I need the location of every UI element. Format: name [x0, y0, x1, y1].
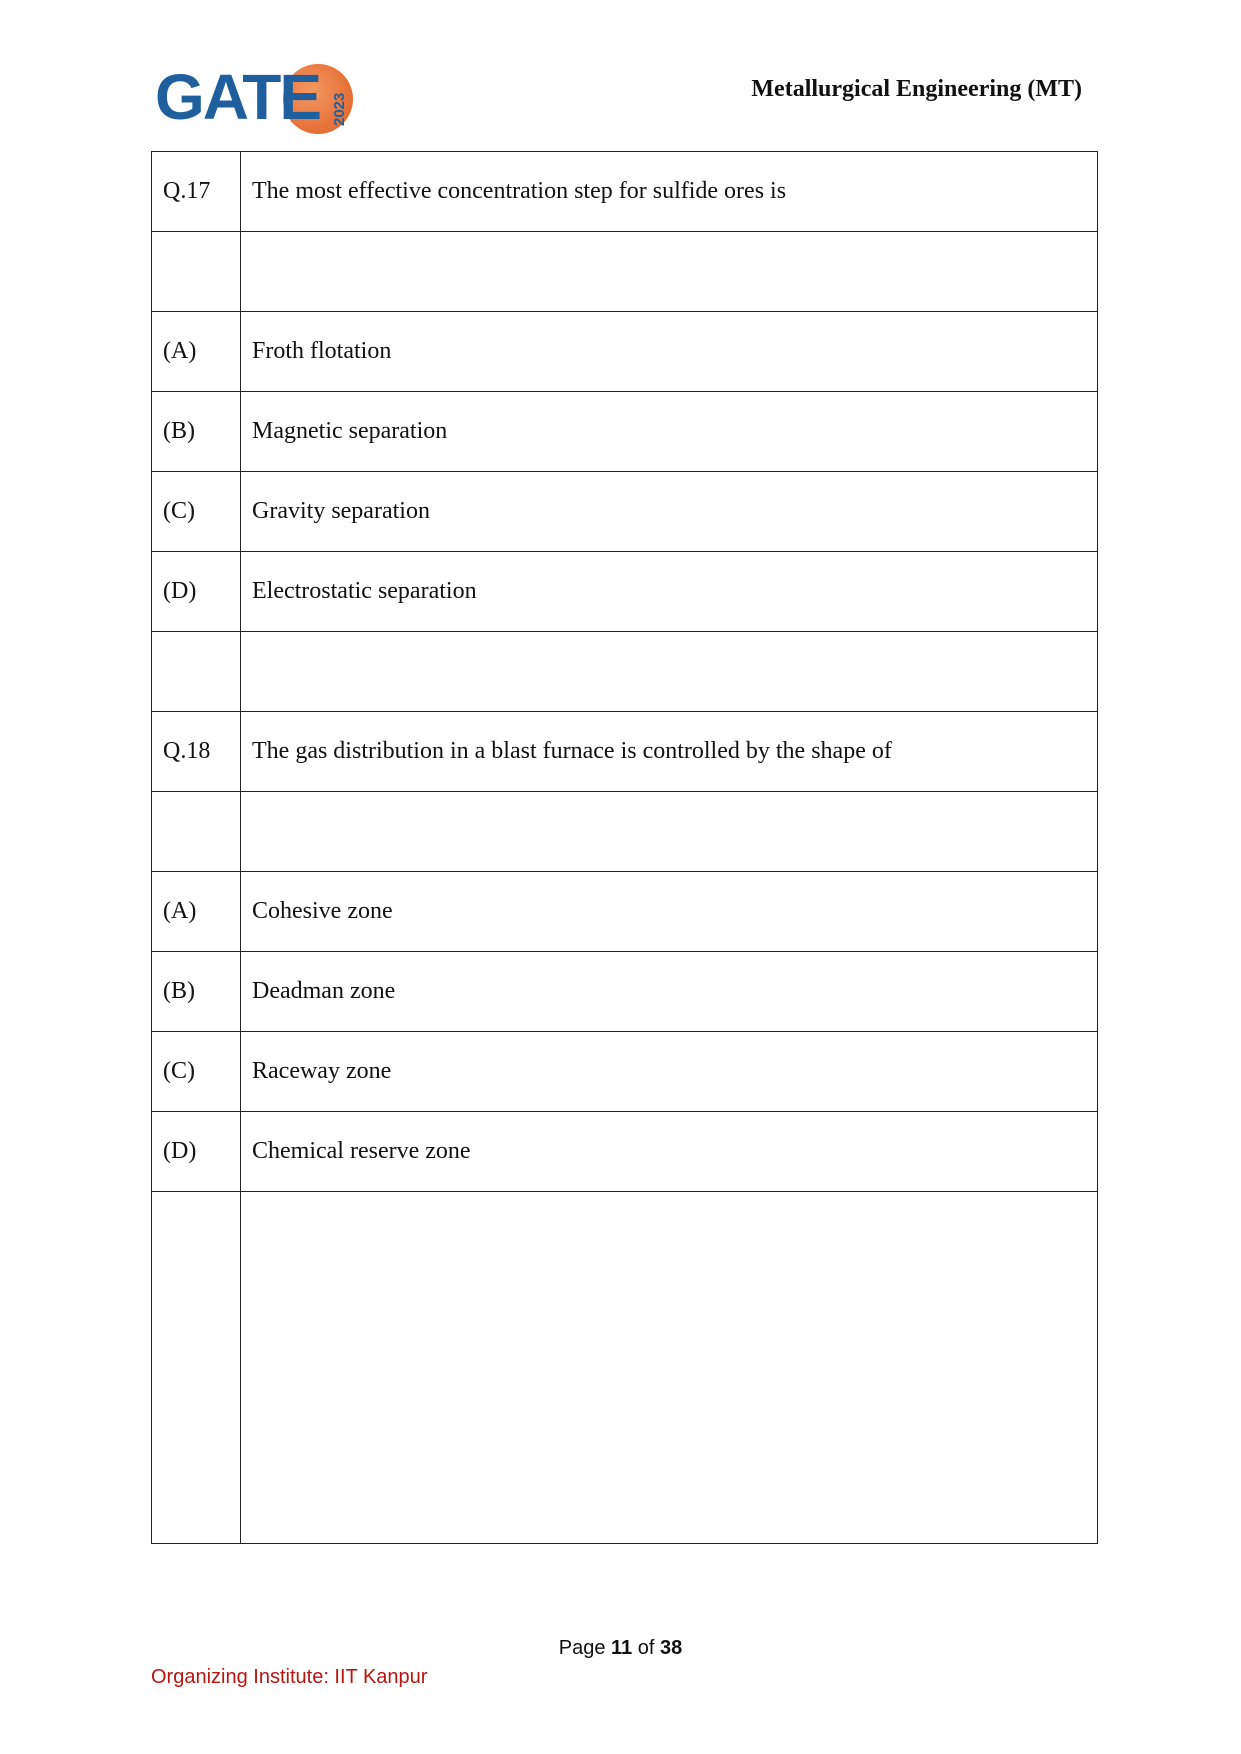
logo-text: GATE [155, 61, 321, 133]
option-row [152, 312, 1098, 392]
option-label: (C) [152, 1032, 241, 1112]
organizing-institute: Organizing Institute: IIT Kanpur [151, 1666, 428, 1688]
option-text: Chemical reserve zone [241, 1112, 1098, 1192]
question-number: Q.18 [152, 712, 241, 792]
option-row [152, 1032, 1098, 1112]
option-text: Raceway zone [241, 1032, 1098, 1112]
option-label: (C) [152, 472, 241, 552]
spacer-row [152, 232, 1098, 312]
option-label: (A) [152, 872, 241, 952]
option-label: (A) [152, 312, 241, 392]
option-label: (D) [152, 552, 241, 632]
option-label: (B) [152, 952, 241, 1032]
question-table [151, 151, 1098, 1544]
option-text: Gravity separation [241, 472, 1098, 552]
option-text: Froth flotation [241, 312, 1098, 392]
spacer-row [152, 792, 1098, 872]
option-row [152, 872, 1098, 952]
question-row [152, 152, 1098, 232]
page-number: Page 11 of 38 [558, 1637, 683, 1659]
gate-logo [155, 58, 355, 140]
blank-row [152, 1192, 1098, 1544]
question-text: The most effective concentration step for sulfide ores is [241, 152, 1098, 232]
spacer-row [152, 632, 1098, 712]
option-row [152, 552, 1098, 632]
subject-title: Metallurgical Engineering (MT) [751, 76, 1082, 102]
option-row [152, 392, 1098, 472]
option-row [152, 1112, 1098, 1192]
option-label: (B) [152, 392, 241, 472]
logo-year: 2023 [331, 92, 348, 126]
option-text: Magnetic separation [241, 392, 1098, 472]
question-number: Q.17 [152, 152, 241, 232]
option-row [152, 952, 1098, 1032]
option-text: Electrostatic separation [241, 552, 1098, 632]
option-label: (D) [152, 1112, 241, 1192]
option-row [152, 472, 1098, 552]
question-row [152, 712, 1098, 792]
question-text: The gas distribution in a blast furnace is controlled by the shape of [241, 712, 1098, 792]
option-text: Cohesive zone [241, 872, 1098, 952]
option-text: Deadman zone [241, 952, 1098, 1032]
